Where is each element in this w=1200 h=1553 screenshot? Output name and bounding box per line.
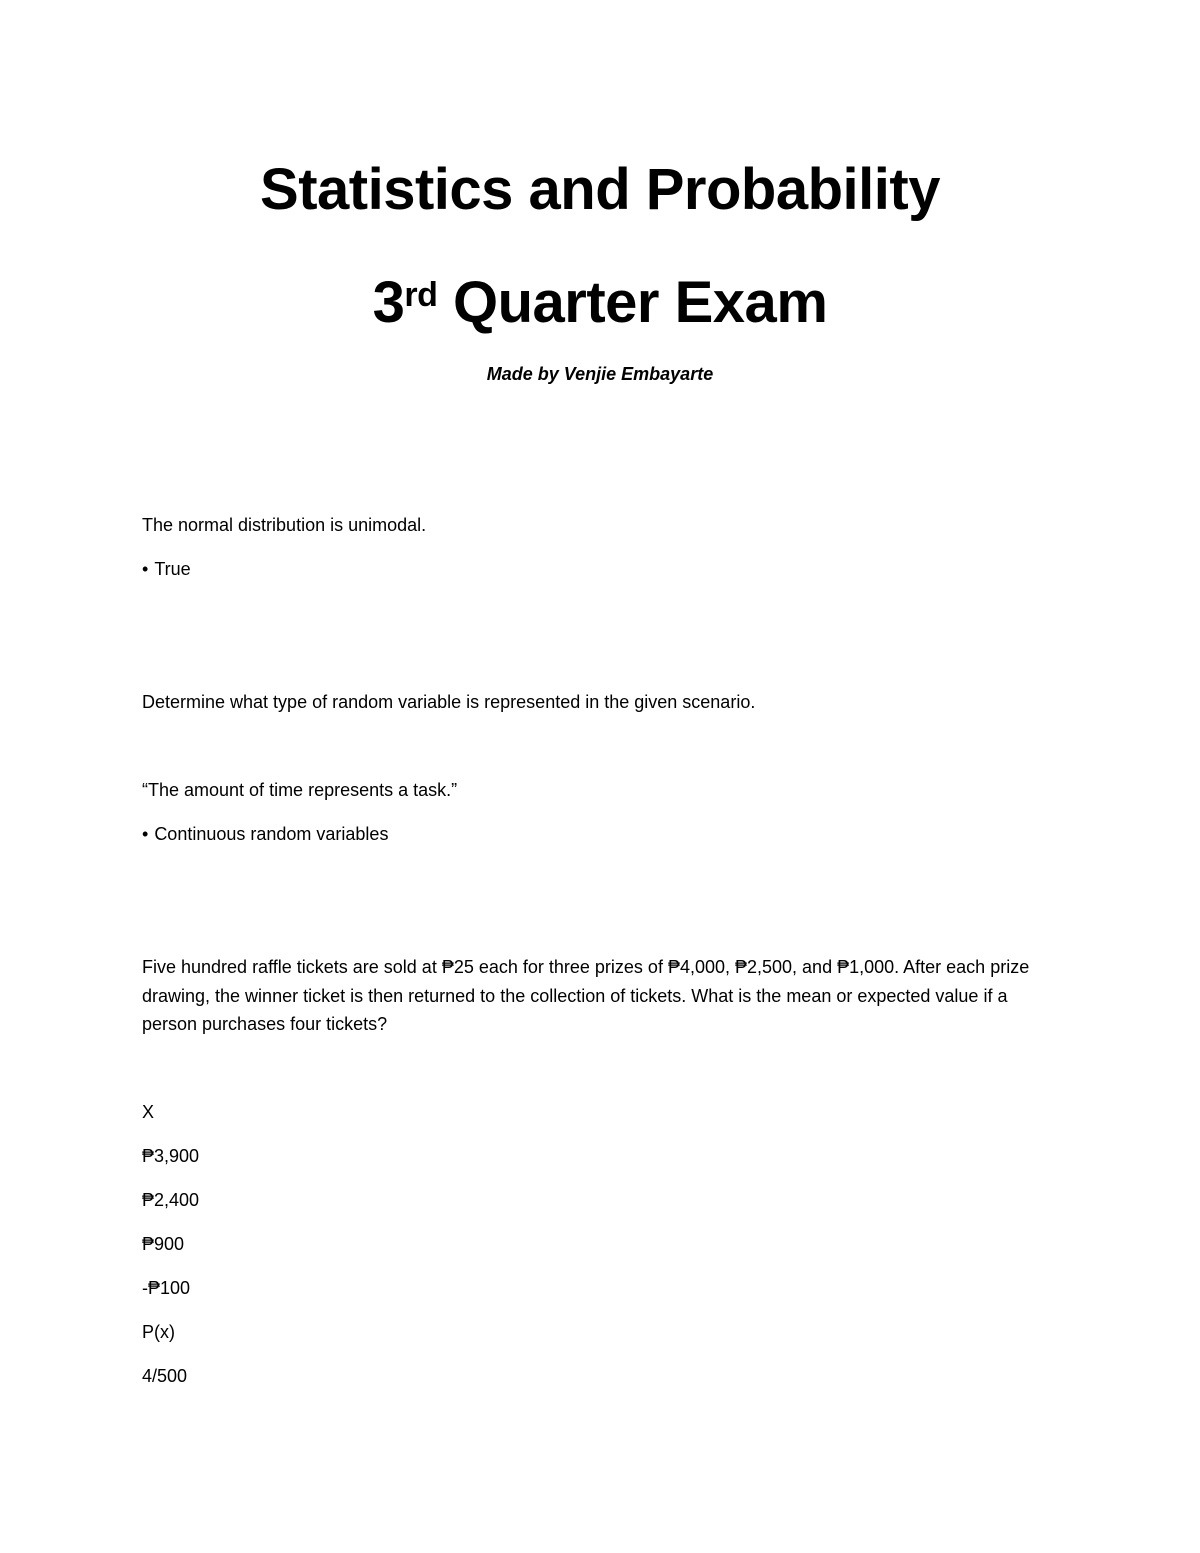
ordinal-suffix: rd [404, 276, 438, 314]
question-2-answer: • Continuous random variables [142, 820, 388, 848]
document-title: Statistics and Probability [260, 157, 940, 222]
table-line: P(x) [142, 1322, 175, 1342]
table-line: ₱900 [142, 1234, 185, 1254]
table-line: 4/500 [142, 1366, 188, 1386]
table-line: ₱2,400 [142, 1190, 200, 1210]
table-line: -₱100 [142, 1278, 191, 1298]
question-2-prompt: Determine what type of random variable is represented in the given scenario. [142, 692, 756, 712]
quarter-number: 3 [372, 270, 405, 335]
question-1-prompt: The normal distribution is unimodal. [142, 515, 427, 535]
question-2-scenario: “The amount of time represents a task.” [142, 780, 458, 800]
table-line: X [142, 1102, 155, 1122]
document-subtitle [0, 268, 1200, 338]
author-byline: Made by Venjie Embayarte [486, 364, 714, 384]
question-1-answer: • True [142, 555, 191, 583]
subtitle-rest: Quarter Exam [437, 270, 828, 335]
question-3-prompt: Five hundred raffle tickets are sold at ₱25 each for three prizes of ₱4,000, ₱2,500, and ₱1,000. After each prize drawing, the winner ticket is then returned to the collection of tickets. What is the mean or expected value if a person purchases four tickets? [142, 957, 1030, 1034]
table-line: ₱3,900 [142, 1146, 200, 1166]
